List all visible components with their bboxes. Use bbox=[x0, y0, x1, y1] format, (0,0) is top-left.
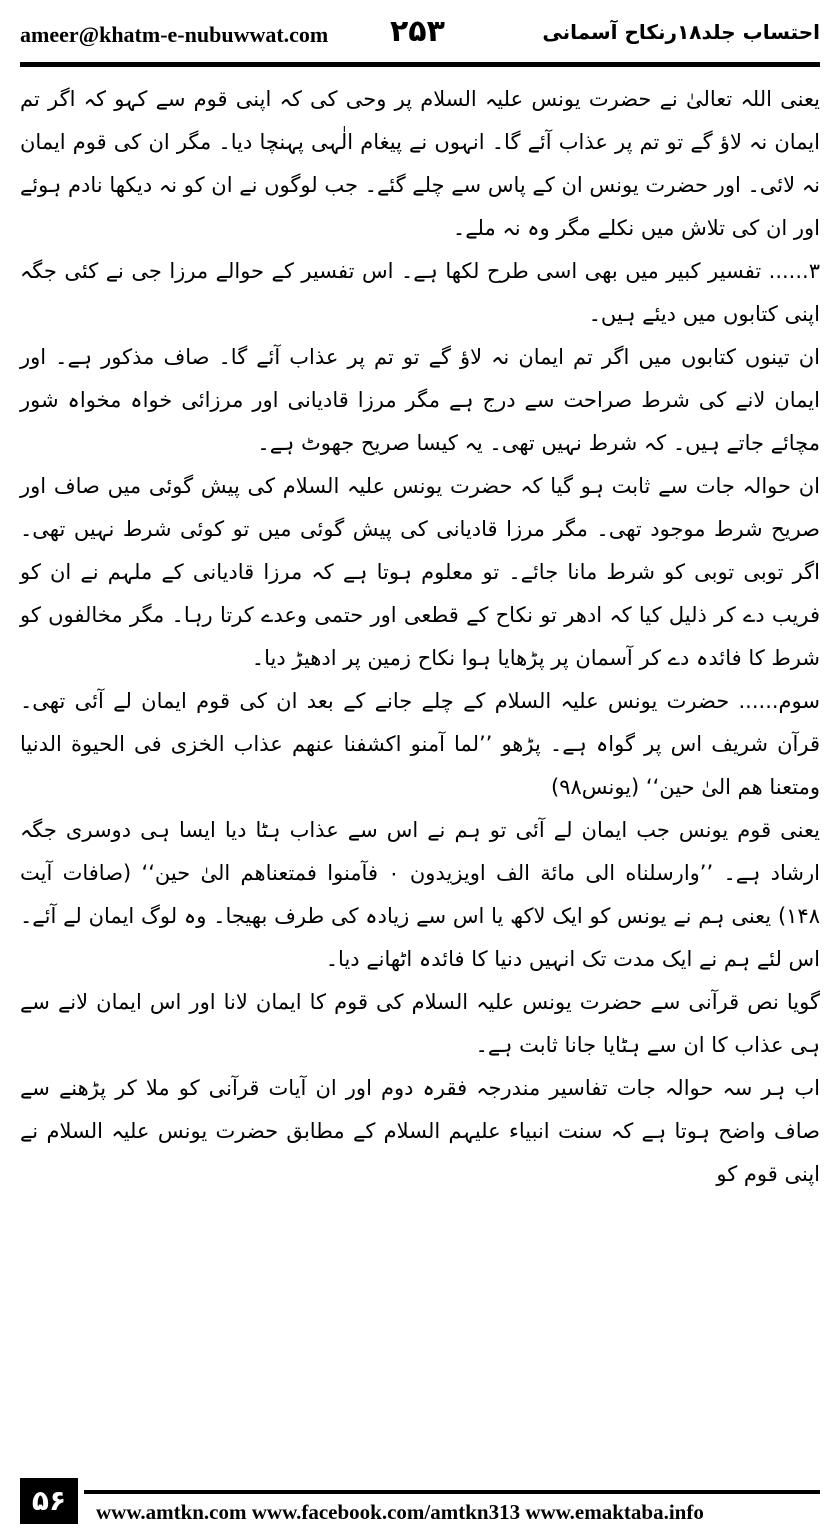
paragraph-6: یعنی قوم یونس جب ایمان لے آئی تو ہم نے اس سے عذاب ہٹا دیا ایسا ہی دوسری جگہ ارشاد ہے۔ ’’وارسلناه الی مائة الف اویزیدون ۰ فآمنوا فمتعناهم الیٰ حین‘‘ (صافات آیت ۱۴۸) یعنی ہم نے یونس کو ایک لاکھ یا اس سے زیادہ کی طرف بھیجا۔ وہ لوگ ایمان لے آئے۔ اس لئے ہم نے ایک مدت تک انہیں دنیا کا فائدہ اٹھانے دیا۔ bbox=[20, 818, 820, 971]
page-body bbox=[20, 78, 820, 1196]
header-rule bbox=[20, 62, 820, 67]
header-book-title: احتساب جلد۱۸رنکاح آسمانی bbox=[542, 20, 820, 44]
header-page-number: ۲۵۳ bbox=[390, 14, 445, 49]
page-header bbox=[20, 14, 820, 60]
paragraph-2: ۳...... تفسیر کبیر میں بھی اسی طرح لکھا ہے۔ اس تفسیر کے حوالے مرزا جی نے کئی جگہ اپنی کتابوں میں دیئے ہیں۔ bbox=[20, 259, 820, 326]
header-email: ameer@khatm-e-nubuwwat.com bbox=[20, 22, 329, 47]
paragraph-7: گویا نص قرآنی سے حضرت یونس علیہ السلام کی قوم کا ایمان لانا اور اس ایمان لانے سے ہی عذاب کا ان سے ہٹایا جانا ثابت ہے۔ bbox=[20, 990, 820, 1057]
paragraph-4: ان حوالہ جات سے ثابت ہو گیا کہ حضرت یونس علیہ السلام کی پیش گوئی میں صاف اور صریح شرط موجود تھی۔ مگر مرزا قادیانی کی پیش گوئی میں تو کوئی شرط نہیں تھی۔ اگر توبی توبی کو شرط مانا جائے۔ تو معلوم ہوتا ہے کہ مرزا قادیانی کے ملہم نے ان کو فریب دے کر ذلیل کیا کہ ادھر تو نکاح کے قطعی اور حتمی وعدے کرتا رہا۔ مگر مخالفوں کو شرط کا فائدہ دے کر آسمان پر پڑھایا ہوا نکاح زمین پر ادھیڑ دیا۔ bbox=[20, 474, 820, 670]
paragraph-5: سوم...... حضرت یونس علیہ السلام کے چلے جانے کے بعد ان کی قوم ایمان لے آئی تھی۔ قرآن شریف اس پر گواہ ہے۔ پڑھو ’’لما آمنو اکشفنا عنهم عذاب الخزی فی الحیوة الدنیا ومتعنا هم الیٰ حین‘‘ (یونس۹۸) bbox=[20, 689, 820, 799]
paragraph-3: ان تینوں کتابوں میں اگر تم ایمان نہ لاؤ گے تو تم پر عذاب آئے گا۔ صاف مذکور ہے۔ اور ایمان لانے کی شرط صراحت سے درج ہے مگر مرزا قادیانی اور مرزائی خواہ مخواہ شور مچائے جاتے ہیں۔ کہ شرط نہیں تھی۔ یہ کیسا صریح جھوٹ ہے۔ bbox=[20, 345, 820, 455]
footer-links: www.amtkn.com www.facebook.com/amtkn313 www.emaktaba.info bbox=[96, 1500, 704, 1524]
paragraph-8: اب ہر سہ حوالہ جات تفاسیر مندرجہ فقرہ دوم اور ان آیات قرآنی کو ملا کر پڑھنے سے صاف واضح ہوتا ہے کہ سنت انبیاء علیہم السلام کے مطابق حضرت یونس علیہ السلام نے اپنی قوم کو bbox=[20, 1076, 820, 1186]
footer-page-number: ۵۶ bbox=[20, 1478, 78, 1524]
footer-rule bbox=[84, 1490, 820, 1494]
paragraph-1: یعنی اللہ تعالیٰ نے حضرت یونس علیہ السلام پر وحی کی کہ اپنی قوم سے کہو کہ اگر تم ایمان نہ لاؤ گے تو تم پر عذاب آئے گا۔ انہوں نے پیغام الٰہی پہنچا دیا۔ مگر ان کی قوم ایمان نہ لائی۔ اور حضرت یونس ان کے پاس سے چلے گئے۔ جب لوگوں نے ان کو نہ دیکھا نادم ہوئے اور ان کی تلاش میں نکلے مگر وہ نہ ملے۔ bbox=[20, 87, 820, 240]
